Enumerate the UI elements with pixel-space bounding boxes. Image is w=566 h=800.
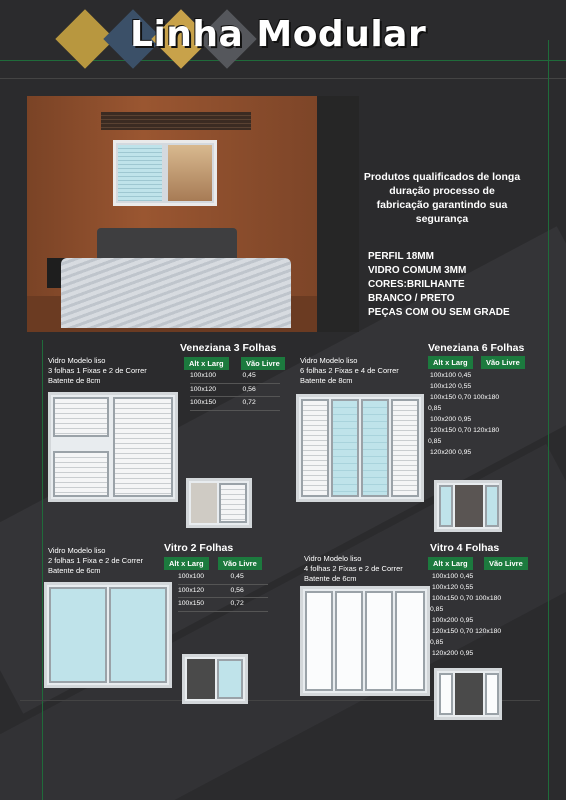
table-line: 100x200 0,95 <box>430 416 472 423</box>
table-line: 120x200 0,95 <box>430 449 472 456</box>
veneziana3-table <box>190 370 280 411</box>
dark-wall-panel <box>317 96 359 332</box>
blind <box>101 112 251 130</box>
veneziana3-col-size: Alt x Larg <box>184 357 229 370</box>
vitro2-col-opening: Vão Livre <box>218 557 262 570</box>
spec-item: VIDRO COMUM 3MM <box>368 265 467 276</box>
table-row: 100x150 0,72 <box>190 397 280 411</box>
table-line: 120x200 0,95 <box>432 650 474 657</box>
vitro2-window-image <box>44 582 172 688</box>
table-line: 120x150 0,70 120x180 <box>430 427 500 434</box>
table-line: 100x120 0,55 <box>430 383 472 390</box>
specs-list <box>368 250 510 320</box>
vitro4-description: Vidro Modelo liso 4 folhas 2 Fixas e 2 de Correr Batente de 6cm <box>304 554 403 583</box>
bg-line <box>42 340 43 800</box>
table-line: 100x120 0,55 <box>432 584 474 591</box>
table-line: 100x100 0,45 <box>432 573 474 580</box>
table-line: 0,85 <box>428 438 442 445</box>
veneziana3-description: Vidro Modelo liso 3 folhas 1 Fixas e 2 de Correr Batente de 8cm <box>48 356 147 385</box>
vitro2-table <box>178 571 268 612</box>
vitro4-window-image <box>300 586 430 696</box>
vitro2-col-size: Alt x Larg <box>164 557 209 570</box>
veneziana6-description: Vidro Modelo liso 6 folhas 2 Fixas e 4 de Correr Batente de 8cm <box>300 356 399 385</box>
spec-item: PEÇAS COM OU SEM GRADE <box>368 307 510 318</box>
veneziana6-window-thumb <box>434 480 502 532</box>
table-row: 100x100 0,45 <box>190 370 280 384</box>
vitro4-col-opening: Vão Livre <box>484 557 528 570</box>
veneziana3-window-image <box>48 392 178 502</box>
table-line: 100x200 0,95 <box>432 617 474 624</box>
table-row: 100x150 0,72 <box>178 598 268 612</box>
table-line: 100x150 0,70 100x180 <box>430 394 500 401</box>
table-row: 100x120 0,56 <box>190 384 280 398</box>
veneziana6-col-size: Alt x Larg <box>428 356 473 369</box>
vitro2-title: Vitro 2 Folhas <box>164 542 234 554</box>
table-line: 0,85 <box>430 639 444 646</box>
vitro4-window-thumb <box>434 668 502 720</box>
veneziana3-title: Veneziana 3 Folhas <box>180 342 277 354</box>
vitro4-table <box>432 571 542 659</box>
spec-item: CORES:BRILHANTE <box>368 279 465 290</box>
bedroom-photo <box>27 96 359 332</box>
table-line: 120x150 0,70 120x180 <box>432 628 502 635</box>
veneziana3-col-opening: Vão Livre <box>241 357 285 370</box>
table-row: 100x100 0,45 <box>178 571 268 585</box>
veneziana6-window-image <box>296 394 424 502</box>
bed <box>61 258 291 328</box>
bedroom-window <box>113 140 217 206</box>
vitro2-window-thumb <box>182 654 248 704</box>
intro-text: Produtos qualificados de longa duração processo de fabricação garantindo sua segurança <box>363 171 521 225</box>
page-title: Linha Modular <box>130 14 427 55</box>
veneziana6-table <box>430 370 540 458</box>
table-line: 0,85 <box>428 405 442 412</box>
table-line: 100x100 0,45 <box>430 372 472 379</box>
table-line: 0,85 <box>430 606 444 613</box>
table-row: 100x120 0,56 <box>178 585 268 599</box>
bg-line <box>0 78 566 79</box>
veneziana6-title: Veneziana 6 Folhas <box>428 342 525 354</box>
veneziana6-col-opening: Vão Livre <box>481 356 525 369</box>
spec-item: BRANCO / PRETO <box>368 293 455 304</box>
spec-item: PERFIL 18MM <box>368 251 434 262</box>
bg-line <box>548 40 549 800</box>
vitro4-title: Vitro 4 Folhas <box>430 542 500 554</box>
headboard <box>97 228 237 262</box>
table-line: 100x150 0,70 100x180 <box>432 595 502 602</box>
veneziana3-window-thumb <box>186 478 252 528</box>
vitro4-col-size: Alt x Larg <box>428 557 473 570</box>
vitro2-description: Vidro Modelo liso 2 folhas 1 Fixa e 2 de Correr Batente de 6cm <box>48 546 144 575</box>
